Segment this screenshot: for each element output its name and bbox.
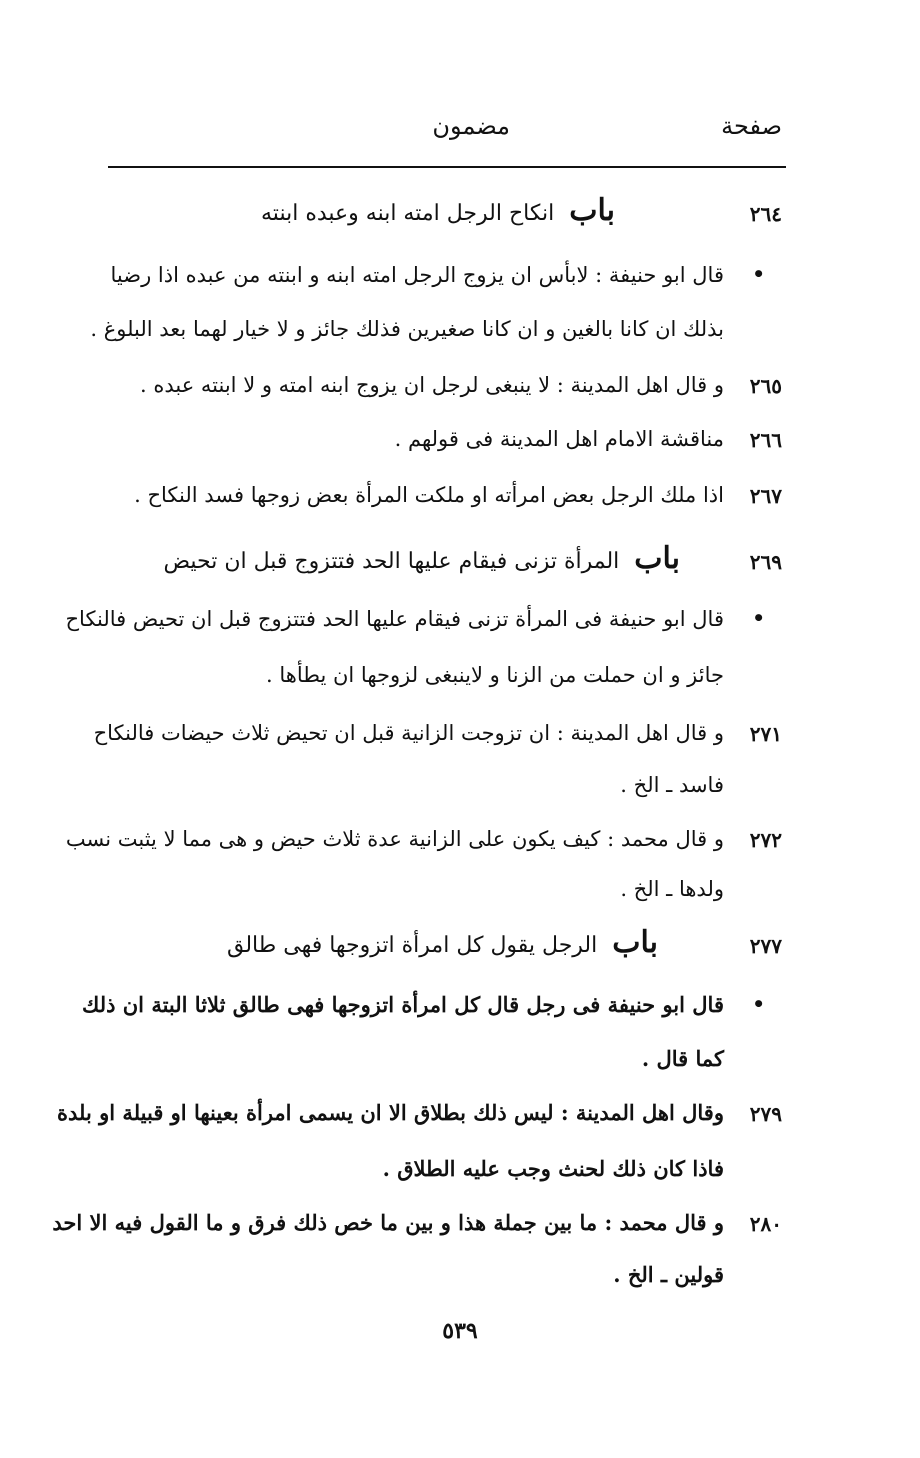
entry-line: قولين ـ الخ .: [613, 1262, 724, 1287]
entry-line: قال ابو حنيفة فى رجل قال كل امرأة اتزوجها فهى طالق ثلاثا البتة ان ذلك: [82, 992, 724, 1017]
heading-text: المرأة تزنى فيقام عليها الحد فتتزوج قبل ان تحيض: [163, 549, 620, 574]
bab-label: باب: [634, 541, 680, 576]
entry-line: فاذا كان ذلك لحنث وجب عليه الطلاق .: [382, 1156, 724, 1181]
entry-line: قال ابو حنيفة : لابأس ان يزوج الرجل امته ابنه و ابنته من عبده اذا رضيا: [110, 263, 724, 287]
bullet-marker: •: [752, 262, 765, 286]
page-reference: ٢٧٧: [749, 934, 782, 958]
entry-line: كما قال .: [641, 1046, 724, 1071]
page-column-header: صفحة: [721, 112, 782, 140]
heading-text: انكاح الرجل امته ابنه وعبده ابنته: [261, 201, 555, 226]
page-reference: ٢٦٥: [749, 374, 782, 398]
entry-line: و قال محمد : كيف يكون على الزانية عدة ثلاث حيض و هى مما لا يثبت نسب: [65, 827, 724, 851]
bab-label: باب: [569, 193, 615, 228]
heading-text: الرجل يقول كل امرأة اتزوجها فهى طالق: [226, 933, 598, 958]
page-reference: ٢٧٢: [749, 828, 782, 852]
entry-line: فاسد ـ الخ .: [620, 773, 724, 797]
page-reference: ٢٧١: [749, 722, 782, 746]
bab-label: باب: [612, 925, 658, 960]
entry-line: و قال محمد : ما بين جملة هذا و بين ما خص ذلك فرق و ما القول فيه الا احد: [52, 1210, 724, 1235]
page-reference: ٢٦٤: [749, 202, 782, 226]
entry-line: مناقشة الامام اهل المدينة فى قولهم .: [394, 427, 724, 451]
entry-line: بذلك ان كانا بالغين و ان كانا صغيرين فذلك جائز و لا خيار لهما بعد البلوغ .: [90, 317, 724, 341]
page-reference: ٢٦٦: [749, 428, 782, 452]
bullet-marker: •: [752, 606, 765, 630]
entry-line: قال ابو حنيفة فى المرأة تزنى فيقام عليها الحد فتتزوج قبل ان تحيض فالنكاح: [65, 607, 724, 631]
page-number: ٥٣٩: [442, 1318, 478, 1344]
content-column-header: مضمون: [432, 112, 510, 140]
entry-line: و قال اهل المدينة : لا ينبغى لرجل ان يزوج ابنه امته و لا ابنته عبده .: [139, 373, 724, 397]
page-reference: ٢٨٠: [749, 1212, 782, 1236]
chapter-heading: [261, 193, 615, 229]
entry-line: جائز و ان حملت من الزنا و لاينبغى لزوجها ان يطأها .: [266, 663, 724, 687]
page-reference: ٢٦٧: [749, 484, 782, 508]
bullet-marker: •: [752, 992, 765, 1016]
entry-line: ولدها ـ الخ .: [620, 877, 724, 901]
header-rule: [108, 166, 786, 168]
chapter-heading: [163, 541, 680, 577]
chapter-heading: [226, 925, 658, 961]
entry-line: اذا ملك الرجل بعض امرأته او ملكت المرأة بعض زوجها فسد النكاح .: [134, 483, 724, 507]
entry-line: وقال اهل المدينة : ليس ذلك بطلاق الا ان يسمى امرأة بعينها او قبيلة او بلدة: [57, 1100, 724, 1125]
entry-line: و قال اهل المدينة : ان تزوجت الزانية قبل ان تحيض ثلاث حيضات فالنكاح: [93, 721, 724, 745]
page-reference: ٢٧٩: [749, 1102, 782, 1126]
page-reference: ٢٦٩: [749, 550, 782, 574]
